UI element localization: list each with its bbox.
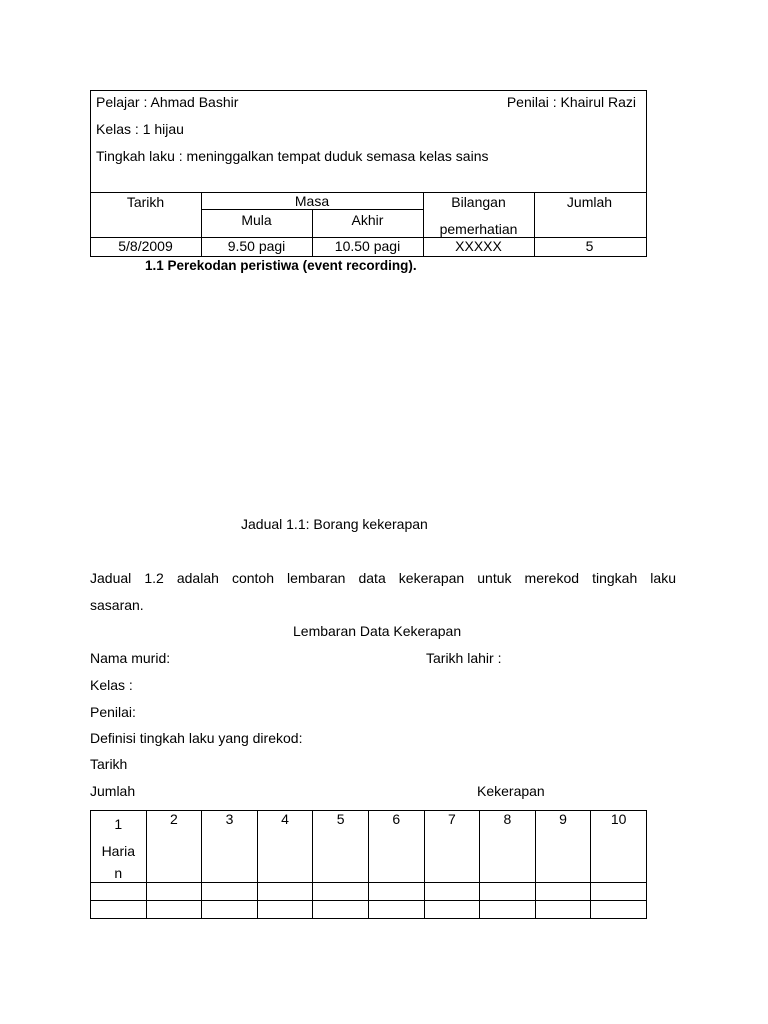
empty-cell[interactable] — [480, 883, 536, 901]
table-caption: Jadual 1.1: Borang kekerapan — [241, 516, 428, 532]
empty-cell[interactable] — [535, 883, 591, 901]
date-label: Tarikh — [90, 756, 128, 772]
row-end: 10.50 pagi — [334, 238, 401, 254]
empty-cell[interactable] — [480, 901, 536, 919]
assessor-field-label: Penilai: — [90, 704, 136, 720]
header-cell: 7 — [424, 811, 480, 883]
header-cell-line: Haria — [101, 843, 136, 859]
record-form-border — [90, 90, 647, 257]
header-cell: 6 — [368, 811, 424, 883]
header-cell: 3 — [202, 811, 258, 883]
header-start: Mula — [241, 212, 272, 228]
empty-cell[interactable] — [424, 883, 480, 901]
empty-cell[interactable] — [257, 901, 313, 919]
table-row — [91, 883, 647, 901]
empty-cell[interactable] — [202, 883, 258, 901]
empty-cell[interactable] — [368, 901, 424, 919]
header-cell: 8 — [480, 811, 536, 883]
header-end: Akhir — [351, 212, 384, 228]
section-heading: 1.1 Perekodan peristiwa (event recording). — [145, 258, 417, 273]
birth-date-label: Tarikh lahir : — [426, 650, 502, 666]
empty-cell[interactable] — [313, 883, 369, 901]
row-total: 5 — [585, 238, 594, 254]
paragraph-line2: sasaran. — [90, 597, 144, 613]
header-count-line2: pemerhatian — [439, 221, 518, 237]
class-field-label: Kelas : — [90, 677, 133, 693]
table-row — [91, 811, 647, 883]
header-time: Masa — [294, 193, 330, 209]
empty-cell[interactable] — [591, 883, 647, 901]
paragraph-line1: Jadual 1.2 adalah contoh lembaran data kekerapan untuk merekod tingkah laku — [90, 570, 676, 586]
frequency-label: Kekerapan — [477, 783, 545, 799]
empty-cell[interactable] — [368, 883, 424, 901]
header-count-line1: Bilangan — [451, 194, 506, 210]
empty-cell[interactable] — [146, 883, 202, 901]
assessor-label: Penilai : Khairul Razi — [506, 94, 636, 110]
table-row — [91, 901, 647, 919]
empty-cell[interactable] — [202, 901, 258, 919]
empty-cell[interactable] — [591, 901, 647, 919]
row-count: XXXXX — [455, 238, 502, 254]
header-cell-line: 1 — [114, 816, 123, 832]
header-date: Tarikh — [126, 194, 165, 210]
empty-cell[interactable] — [91, 883, 147, 901]
header-cell: 2 — [146, 811, 202, 883]
empty-cell[interactable] — [91, 901, 147, 919]
row-start: 9.50 pagi — [227, 238, 286, 254]
student-label: Pelajar : Ahmad Bashir — [96, 94, 239, 110]
empty-cell[interactable] — [257, 883, 313, 901]
definition-label: Definisi tingkah laku yang direkod: — [90, 730, 303, 746]
empty-cell[interactable] — [535, 901, 591, 919]
student-name-label: Nama murid: — [90, 650, 171, 666]
header-cell: 5 — [313, 811, 369, 883]
behavior-label: Tingkah laku : meninggalkan tempat duduk semasa kelas sains — [96, 148, 489, 164]
record-form — [90, 90, 646, 256]
frequency-table — [90, 810, 647, 919]
empty-cell[interactable] — [146, 901, 202, 919]
header-cell: 10 — [591, 811, 647, 883]
header-cell: 9 — [535, 811, 591, 883]
row-date: 5/8/2009 — [118, 238, 173, 254]
header-cell-line: n — [114, 865, 123, 881]
header-cell: 4 — [257, 811, 313, 883]
empty-cell[interactable] — [424, 901, 480, 919]
empty-cell[interactable] — [313, 901, 369, 919]
header-cell-daily — [91, 811, 147, 883]
total-label: Jumlah — [90, 783, 136, 799]
class-label: Kelas : 1 hijau — [96, 121, 184, 137]
datasheet-title: Lembaran Data Kekerapan — [293, 623, 462, 639]
header-total: Jumlah — [566, 194, 613, 210]
